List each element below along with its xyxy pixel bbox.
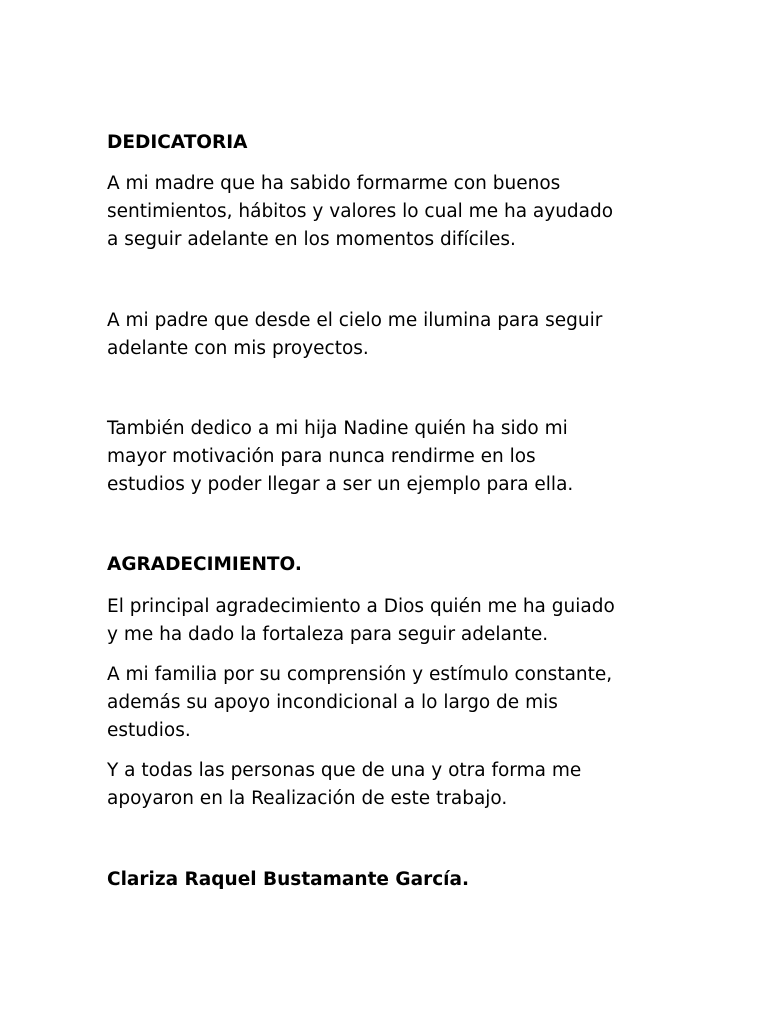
paragraph-line: a seguir adelante en los momentos difíciles. [107, 229, 516, 250]
author-signature: Clariza Raquel Bustamante García. [107, 869, 470, 890]
paragraph-line: sentimientos, hábitos y valores lo cual me ha ayudado [107, 201, 614, 222]
paragraph-line: A mi madre que ha sabido formarme con buenos [107, 173, 561, 194]
acknowledgement-everyone-paragraph [107, 757, 707, 813]
paragraph-line: además su apoyo incondicional a lo largo de mis [107, 692, 558, 713]
paragraph-line: A mi familia por su comprensión y estímulo constante, [107, 664, 613, 685]
dedication-mother-paragraph [107, 170, 707, 254]
acknowledgement-god-paragraph [107, 593, 707, 649]
dedication-father-paragraph [107, 307, 707, 363]
paragraph-line: y me ha dado la fortaleza para seguir adelante. [107, 624, 549, 645]
acknowledgement-heading: AGRADECIMIENTO. [107, 554, 302, 575]
dedication-heading: DEDICATORIA [107, 132, 248, 153]
dedication-daughter-paragraph [107, 415, 707, 499]
paragraph-line: También dedico a mi hija Nadine quién ha sido mi [107, 418, 568, 439]
paragraph-line: adelante con mis proyectos. [107, 338, 369, 359]
paragraph-line: Y a todas las personas que de una y otra forma me [107, 760, 582, 781]
paragraph-line: estudios y poder llegar a ser un ejemplo para ella. [107, 474, 574, 495]
paragraph-line: mayor motivación para nunca rendirme en los [107, 446, 536, 467]
paragraph-line: El principal agradecimiento a Dios quién me ha guiado [107, 596, 615, 617]
paragraph-line: A mi padre que desde el cielo me ilumina para seguir [107, 310, 603, 331]
paragraph-line: estudios. [107, 720, 191, 741]
paragraph-line: apoyaron en la Realización de este trabajo. [107, 788, 508, 809]
acknowledgement-family-paragraph [107, 661, 707, 745]
